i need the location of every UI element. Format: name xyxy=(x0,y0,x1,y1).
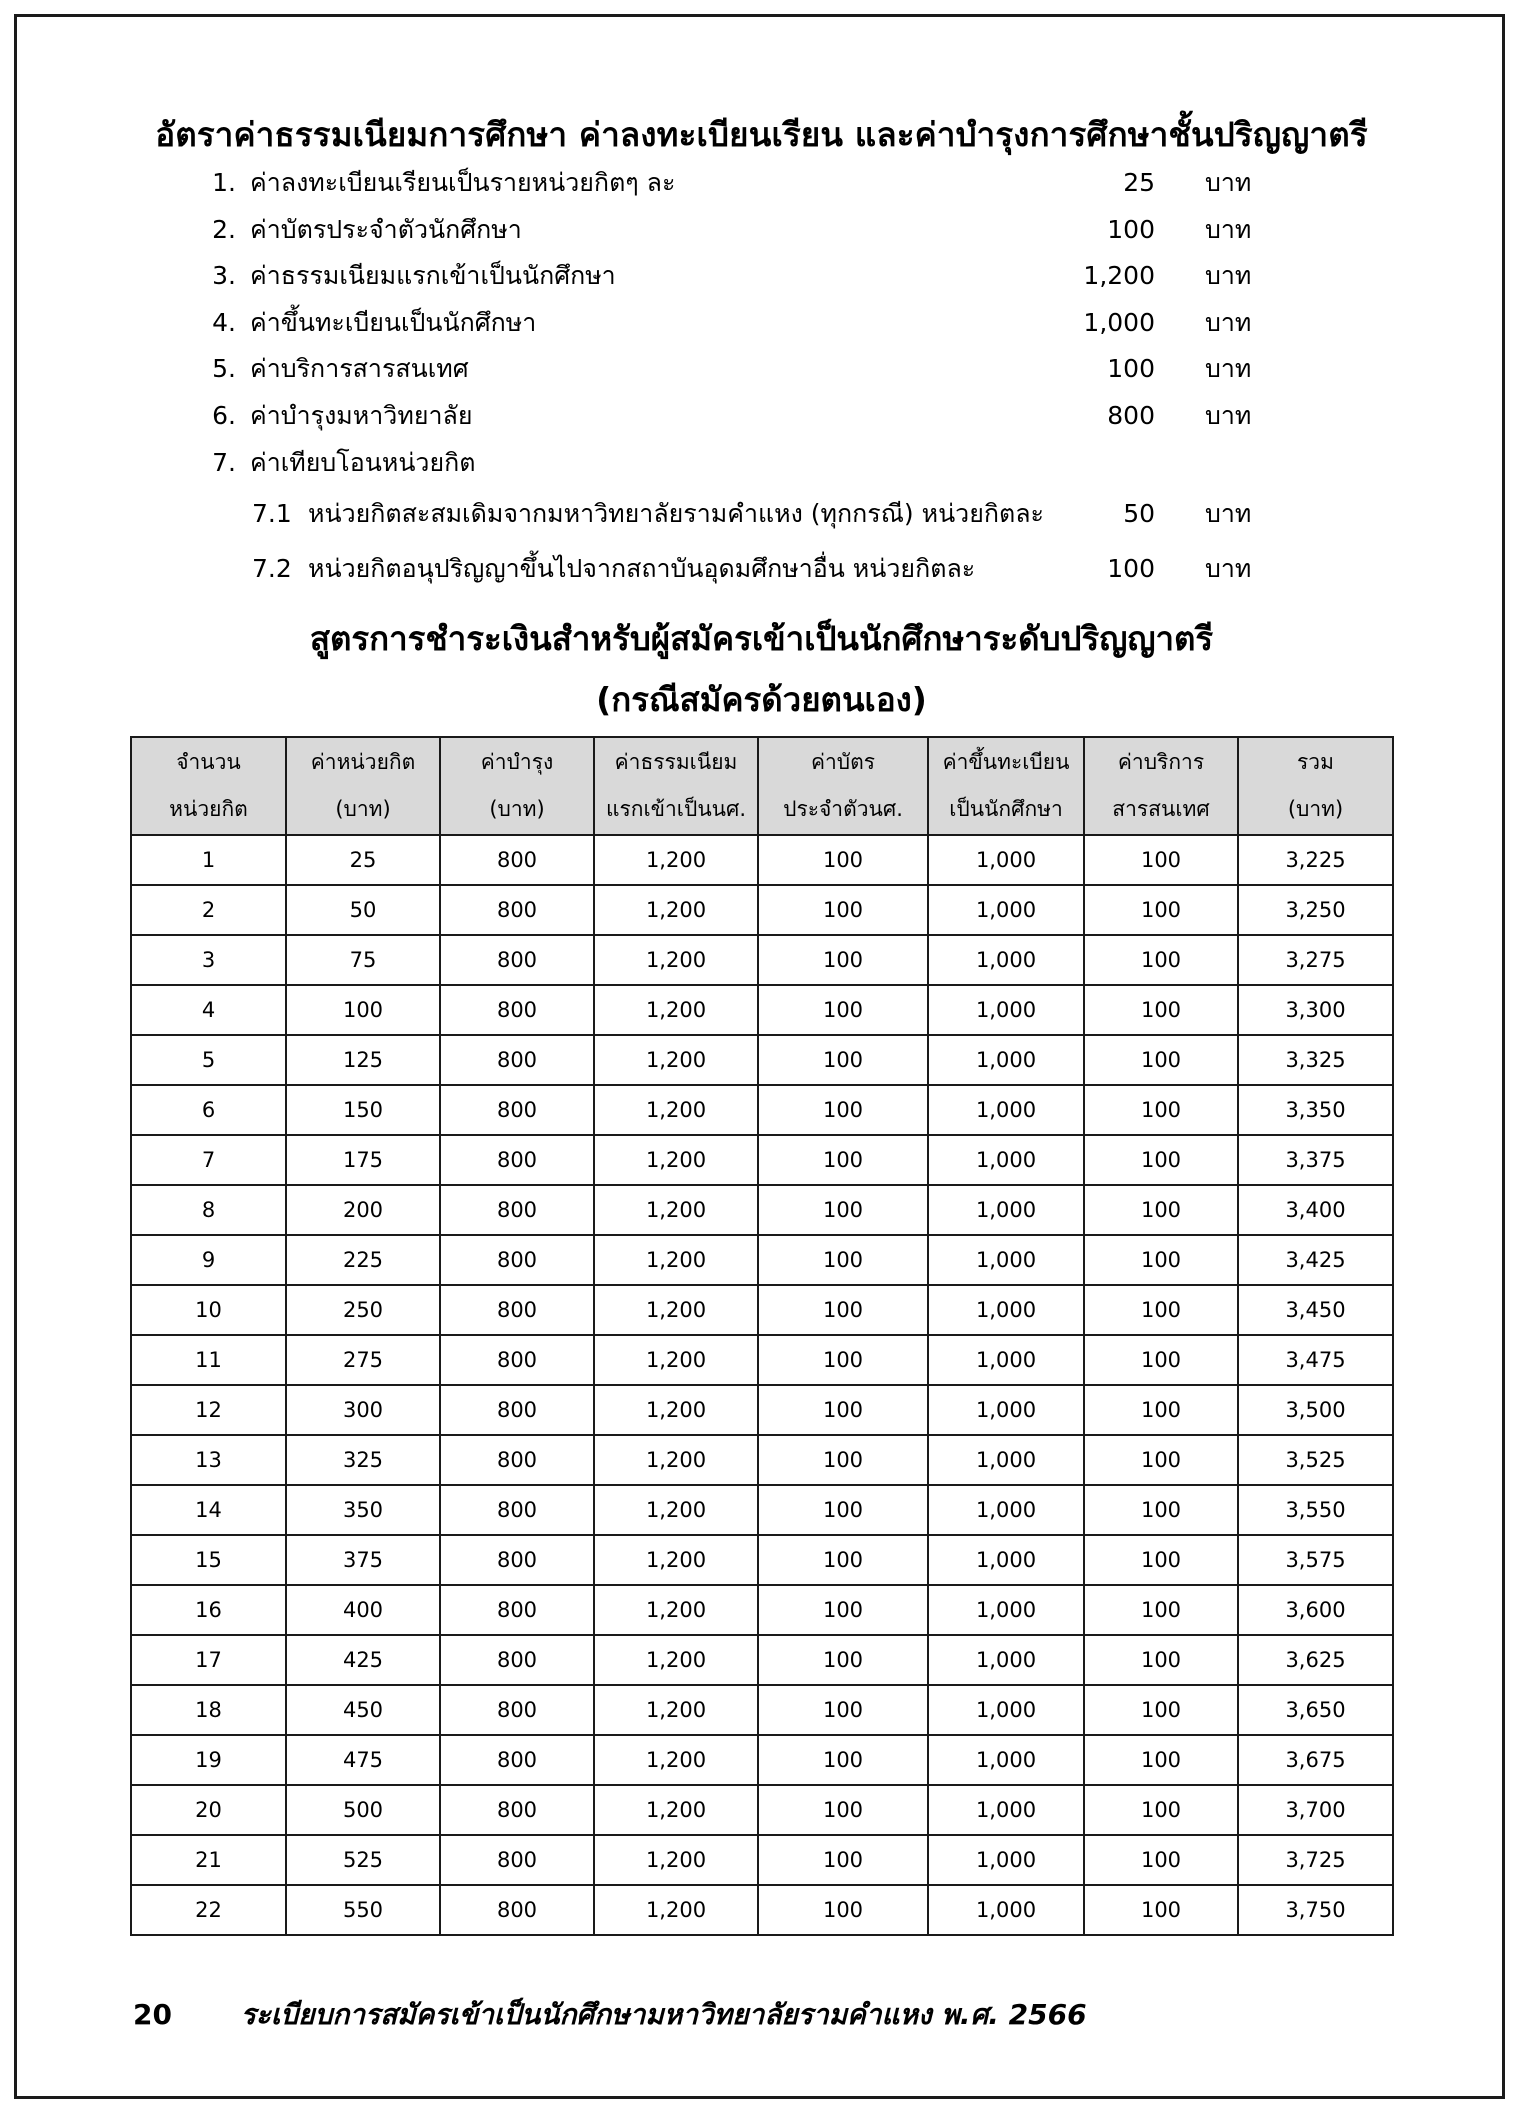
table-cell: 800 xyxy=(440,1485,594,1535)
table-cell: 1,000 xyxy=(928,1285,1084,1335)
table-cell: 800 xyxy=(440,985,594,1035)
table-cell: 100 xyxy=(758,885,928,935)
fee-sub-item-unit: บาท xyxy=(1205,499,1252,529)
table-cell: 1,000 xyxy=(928,1435,1084,1485)
fee-list xyxy=(200,160,1280,596)
table-cell: 175 xyxy=(286,1135,440,1185)
table-cell: 375 xyxy=(286,1535,440,1585)
table-cell: 100 xyxy=(758,1535,928,1585)
table-cell: 21 xyxy=(131,1835,286,1885)
table-cell: 10 xyxy=(131,1285,286,1335)
fee-sub-item-label: หน่วยกิตอนุปริญญาขึ้นไปจากสถาบันอุดมศึกษาอื่น หน่วยกิตละ xyxy=(308,554,976,584)
table-cell: 1,000 xyxy=(928,1385,1084,1435)
table-cell: 800 xyxy=(440,1135,594,1185)
table-cell: 100 xyxy=(1084,1235,1238,1285)
fee-item-amount: 1,000 xyxy=(1083,307,1155,337)
fee-item-label: ค่าเทียบโอนหน่วยกิต xyxy=(250,447,476,477)
table-cell: 4 xyxy=(131,985,286,1035)
table-cell: 100 xyxy=(758,1785,928,1835)
table-cell: 75 xyxy=(286,935,440,985)
table-cell: 100 xyxy=(1084,1435,1238,1485)
table-cell: 800 xyxy=(440,1435,594,1485)
fee-item-amount: 1,200 xyxy=(1083,261,1155,291)
table-cell: 1,000 xyxy=(928,1635,1084,1685)
column-header-line: ค่าบำรุง xyxy=(480,750,554,774)
table-row xyxy=(131,1185,1393,1235)
page-footer xyxy=(133,1993,1087,2037)
fee-item-number: 1. xyxy=(212,168,236,197)
table-cell: 800 xyxy=(440,1235,594,1285)
table-body xyxy=(131,835,1393,1935)
table-cell: 1,200 xyxy=(594,1835,758,1885)
table-row xyxy=(131,1735,1393,1785)
column-header-line: เป็นนักศึกษา xyxy=(949,797,1063,821)
table-cell: 800 xyxy=(440,835,594,885)
table-cell: 1 xyxy=(131,835,286,885)
table-cell: 100 xyxy=(758,1485,928,1535)
table-cell: 1,000 xyxy=(928,885,1084,935)
fee-item-label: ค่าลงทะเบียนเรียนเป็นรายหน่วยกิตๆ ละ xyxy=(250,168,676,197)
table-cell: 525 xyxy=(286,1835,440,1885)
table-row xyxy=(131,1435,1393,1485)
table-title: สูตรการชำระเงินสำหรับผู้สมัครเข้าเป็นนักศึกษาระดับปริญญาตรี xyxy=(309,619,1214,658)
fee-item-label: ค่าบำรุงมหาวิทยาลัย xyxy=(250,400,473,430)
column-header xyxy=(1238,737,1393,835)
fee-item-number: 7. xyxy=(212,447,236,477)
table-cell: 1,000 xyxy=(928,1735,1084,1785)
table-cell: 3,450 xyxy=(1238,1285,1393,1335)
table-cell: 7 xyxy=(131,1135,286,1185)
table-cell: 800 xyxy=(440,1835,594,1885)
table-cell: 3,625 xyxy=(1238,1635,1393,1685)
table-cell: 1,200 xyxy=(594,1785,758,1835)
column-header xyxy=(1084,737,1238,835)
table-cell: 1,200 xyxy=(594,1585,758,1635)
table-cell: 800 xyxy=(440,1285,594,1335)
table-cell: 1,200 xyxy=(594,1735,758,1785)
fee-item-unit: บาท xyxy=(1205,400,1252,430)
column-header-line: ค่าธรรมเนียม xyxy=(614,750,738,774)
table-row xyxy=(131,935,1393,985)
column-header-line: จำนวน xyxy=(176,750,241,774)
table-cell: 800 xyxy=(440,1785,594,1835)
fee-item-unit: บาท xyxy=(1205,354,1252,384)
table-cell: 100 xyxy=(1084,1835,1238,1885)
table-cell: 1,200 xyxy=(594,835,758,885)
table-cell: 100 xyxy=(1084,885,1238,935)
column-header xyxy=(928,737,1084,835)
column-header-line: ค่าบริการ xyxy=(1117,750,1205,774)
table-cell: 1,000 xyxy=(928,985,1084,1035)
table-cell: 100 xyxy=(758,1085,928,1135)
table-cell: 1,200 xyxy=(594,985,758,1035)
fee-item-label: ค่าบัตรประจำตัวนักศึกษา xyxy=(250,214,522,244)
table-cell: 100 xyxy=(1084,1785,1238,1835)
table-row xyxy=(131,1485,1393,1535)
table-cell: 150 xyxy=(286,1085,440,1135)
table-row xyxy=(131,835,1393,885)
column-header-line: รวม xyxy=(1297,750,1334,774)
fee-item xyxy=(200,253,1280,300)
fee-item-amount: 25 xyxy=(1123,168,1155,197)
table-cell: 3,750 xyxy=(1238,1885,1393,1935)
fee-item-unit: บาท xyxy=(1205,261,1252,291)
table-cell: 3,575 xyxy=(1238,1535,1393,1585)
table-cell: 100 xyxy=(1084,1485,1238,1535)
table-cell: 800 xyxy=(440,1335,594,1385)
column-header-line: ค่าขึ้นทะเบียน xyxy=(942,750,1070,774)
table-cell: 100 xyxy=(758,1185,928,1235)
table-cell: 12 xyxy=(131,1385,286,1435)
table-cell: 1,200 xyxy=(594,935,758,985)
table-cell: 100 xyxy=(758,985,928,1035)
table-header xyxy=(131,737,1393,835)
table-cell: 100 xyxy=(758,1635,928,1685)
table-cell: 450 xyxy=(286,1685,440,1735)
fee-sub-item-number: 7.1 xyxy=(252,499,292,529)
table-cell: 50 xyxy=(286,885,440,935)
table-cell: 3,350 xyxy=(1238,1085,1393,1135)
table-cell: 100 xyxy=(758,1385,928,1435)
table-cell: 475 xyxy=(286,1735,440,1785)
table-subtitle: (กรณีสมัครด้วยตนเอง) xyxy=(596,680,927,719)
fee-item-label: ค่าขึ้นทะเบียนเป็นนักศึกษา xyxy=(250,307,537,337)
table-cell: 100 xyxy=(758,1235,928,1285)
table-cell: 14 xyxy=(131,1485,286,1535)
column-header xyxy=(286,737,440,835)
table-cell: 100 xyxy=(758,1835,928,1885)
table-cell: 325 xyxy=(286,1435,440,1485)
table-cell: 550 xyxy=(286,1885,440,1935)
column-header xyxy=(440,737,594,835)
table-cell: 100 xyxy=(1084,1035,1238,1085)
table-cell: 100 xyxy=(1084,935,1238,985)
table-cell: 1,200 xyxy=(594,1385,758,1435)
table-cell: 1,000 xyxy=(928,1885,1084,1935)
fee-item-number: 3. xyxy=(212,261,236,291)
table-cell: 125 xyxy=(286,1035,440,1085)
table-cell: 800 xyxy=(440,1885,594,1935)
table-cell: 1,200 xyxy=(594,1135,758,1185)
fee-item-amount: 100 xyxy=(1107,214,1155,244)
table-cell: 17 xyxy=(131,1635,286,1685)
table-row xyxy=(131,1035,1393,1085)
table-cell: 20 xyxy=(131,1785,286,1835)
table-cell: 3,475 xyxy=(1238,1335,1393,1385)
table-cell: 225 xyxy=(286,1235,440,1285)
table-row xyxy=(131,1585,1393,1635)
table-cell: 1,200 xyxy=(594,1285,758,1335)
table-cell: 100 xyxy=(758,1735,928,1785)
table-cell: 800 xyxy=(440,1035,594,1085)
table-cell: 1,200 xyxy=(594,1085,758,1135)
table-cell: 3,525 xyxy=(1238,1435,1393,1485)
table-row xyxy=(131,985,1393,1035)
table-row xyxy=(131,1135,1393,1185)
table-cell: 100 xyxy=(1084,1685,1238,1735)
fee-sub-item xyxy=(200,541,1280,596)
table-cell: 18 xyxy=(131,1685,286,1735)
column-header-line: สารสนเทศ xyxy=(1112,797,1210,821)
footer-text: ระเบียบการสมัครเข้าเป็นนักศึกษามหาวิทยาลัยรามคำแหง พ.ศ. 2566 xyxy=(240,1998,1087,2031)
table-cell: 800 xyxy=(440,1385,594,1435)
table-row xyxy=(131,1085,1393,1135)
fee-sub-item-amount: 100 xyxy=(1107,554,1155,584)
table-cell: 800 xyxy=(440,1685,594,1735)
table-cell: 3,550 xyxy=(1238,1485,1393,1535)
table-cell: 1,000 xyxy=(928,835,1084,885)
fee-sub-item-label: หน่วยกิตสะสมเดิมจากมหาวิทยาลัยรามคำแหง (ทุกกรณี) หน่วยกิตละ xyxy=(308,499,1044,529)
table-cell: 6 xyxy=(131,1085,286,1135)
table-cell: 2 xyxy=(131,885,286,935)
table-cell: 425 xyxy=(286,1635,440,1685)
table-cell: 800 xyxy=(440,1635,594,1685)
table-cell: 1,200 xyxy=(594,1035,758,1085)
table-cell: 100 xyxy=(758,935,928,985)
table-cell: 1,000 xyxy=(928,1485,1084,1535)
table-row xyxy=(131,1535,1393,1585)
table-cell: 100 xyxy=(758,1585,928,1635)
table-cell: 400 xyxy=(286,1585,440,1635)
column-header xyxy=(758,737,928,835)
table-cell: 100 xyxy=(1084,835,1238,885)
table-cell: 22 xyxy=(131,1885,286,1935)
table-cell: 800 xyxy=(440,935,594,985)
table-row xyxy=(131,1335,1393,1385)
table-cell: 100 xyxy=(1084,1135,1238,1185)
table-row xyxy=(131,1235,1393,1285)
table-cell: 300 xyxy=(286,1385,440,1435)
fee-sub-item-number: 7.2 xyxy=(252,554,292,584)
table-cell: 1,000 xyxy=(928,1785,1084,1835)
page-number: 20 xyxy=(133,1998,172,2031)
fee-item-number: 5. xyxy=(212,354,236,384)
table-cell: 1,200 xyxy=(594,1685,758,1735)
table-cell: 19 xyxy=(131,1735,286,1785)
table-row xyxy=(131,1285,1393,1335)
table-cell: 9 xyxy=(131,1235,286,1285)
table-cell: 1,000 xyxy=(928,1685,1084,1735)
table-cell: 1,000 xyxy=(928,1085,1084,1135)
table-cell: 100 xyxy=(1084,1085,1238,1135)
table-cell: 1,000 xyxy=(928,1585,1084,1635)
table-cell: 3,300 xyxy=(1238,985,1393,1035)
table-cell: 350 xyxy=(286,1485,440,1535)
table-row xyxy=(131,1835,1393,1885)
table-cell: 100 xyxy=(758,1685,928,1735)
fee-item xyxy=(200,300,1280,347)
table-cell: 3,425 xyxy=(1238,1235,1393,1285)
column-header-line: ประจำตัวนศ. xyxy=(783,797,903,821)
fee-item-unit: บาท xyxy=(1205,168,1252,197)
table-cell: 100 xyxy=(1084,1635,1238,1685)
table-cell: 3,500 xyxy=(1238,1385,1393,1435)
fee-item-label: ค่าบริการสารสนเทศ xyxy=(250,354,469,384)
fee-item-label: ค่าธรรมเนียมแรกเข้าเป็นนักศึกษา xyxy=(250,261,616,291)
table-cell: 1,200 xyxy=(594,885,758,935)
table-cell: 1,200 xyxy=(594,1885,758,1935)
column-header xyxy=(594,737,758,835)
fee-item xyxy=(200,160,1280,207)
table-cell: 1,000 xyxy=(928,1235,1084,1285)
table-cell: 100 xyxy=(758,1335,928,1385)
table-cell: 8 xyxy=(131,1185,286,1235)
table-cell: 3,700 xyxy=(1238,1785,1393,1835)
fee-item xyxy=(200,440,1280,487)
table-cell: 3,375 xyxy=(1238,1135,1393,1185)
table-cell: 500 xyxy=(286,1785,440,1835)
payment-table xyxy=(130,736,1394,1936)
table-cell: 100 xyxy=(1084,1885,1238,1935)
column-header-line: แรกเข้าเป็นนศ. xyxy=(605,797,747,821)
fee-item-number: 4. xyxy=(212,307,236,337)
table-cell: 275 xyxy=(286,1335,440,1385)
table-row xyxy=(131,1885,1393,1935)
fee-item-number: 6. xyxy=(212,400,236,430)
fee-item-unit: บาท xyxy=(1205,214,1252,244)
page-title: อัตราค่าธรรมเนียมการศึกษา ค่าลงทะเบียนเรียน และค่าบำรุงการศึกษาชั้นปริญญาตรี xyxy=(155,115,1368,154)
table-cell: 100 xyxy=(1084,985,1238,1035)
table-cell: 1,000 xyxy=(928,1535,1084,1585)
column-header-line: หน่วยกิต xyxy=(169,797,248,821)
fee-item xyxy=(200,393,1280,440)
table-cell: 1,000 xyxy=(928,1135,1084,1185)
table-cell: 100 xyxy=(1084,1385,1238,1435)
column-header xyxy=(131,737,286,835)
table-cell: 3,400 xyxy=(1238,1185,1393,1235)
table-cell: 1,000 xyxy=(928,1835,1084,1885)
fee-sub-item-amount: 50 xyxy=(1123,499,1155,529)
table-cell: 100 xyxy=(758,1035,928,1085)
table-row xyxy=(131,1785,1393,1835)
fee-item-amount: 800 xyxy=(1107,400,1155,430)
table-cell: 1,000 xyxy=(928,1335,1084,1385)
table-cell: 1,200 xyxy=(594,1535,758,1585)
table-cell: 100 xyxy=(1084,1735,1238,1785)
table-cell: 100 xyxy=(1084,1285,1238,1335)
table-cell: 1,200 xyxy=(594,1435,758,1485)
table-cell: 800 xyxy=(440,1085,594,1135)
table-cell: 100 xyxy=(1084,1585,1238,1635)
table-cell: 1,000 xyxy=(928,1035,1084,1085)
table-cell: 1,200 xyxy=(594,1485,758,1535)
table-cell: 13 xyxy=(131,1435,286,1485)
table-cell: 100 xyxy=(758,1135,928,1185)
table-cell: 3,650 xyxy=(1238,1685,1393,1735)
table-cell: 100 xyxy=(758,1435,928,1485)
table-cell: 3,275 xyxy=(1238,935,1393,985)
table-cell: 3,725 xyxy=(1238,1835,1393,1885)
table-cell: 11 xyxy=(131,1335,286,1385)
column-header-line: (บาท) xyxy=(1287,797,1344,821)
table-cell: 1,200 xyxy=(594,1185,758,1235)
table-cell: 1,200 xyxy=(594,1335,758,1385)
table-cell: 3,250 xyxy=(1238,885,1393,935)
fee-sub-item xyxy=(200,486,1280,541)
fee-item-unit: บาท xyxy=(1205,307,1252,337)
table-cell: 800 xyxy=(440,1735,594,1785)
fee-item-number: 2. xyxy=(212,214,236,244)
table-cell: 5 xyxy=(131,1035,286,1085)
table-cell: 100 xyxy=(286,985,440,1035)
table-row xyxy=(131,1685,1393,1735)
table-cell: 1,000 xyxy=(928,935,1084,985)
table-cell: 100 xyxy=(758,835,928,885)
table-cell: 200 xyxy=(286,1185,440,1235)
table-cell: 100 xyxy=(1084,1185,1238,1235)
table-cell: 800 xyxy=(440,885,594,935)
table-cell: 800 xyxy=(440,1535,594,1585)
table-row xyxy=(131,1635,1393,1685)
fee-item xyxy=(200,207,1280,254)
table-cell: 15 xyxy=(131,1535,286,1585)
table-cell: 16 xyxy=(131,1585,286,1635)
table-cell: 25 xyxy=(286,835,440,885)
table-cell: 3,325 xyxy=(1238,1035,1393,1085)
table-cell: 800 xyxy=(440,1585,594,1635)
column-header-line: (บาท) xyxy=(489,797,545,821)
table-cell: 1,200 xyxy=(594,1635,758,1685)
table-cell: 1,200 xyxy=(594,1235,758,1285)
fee-sub-item-unit: บาท xyxy=(1205,554,1252,584)
column-header-line: (บาท) xyxy=(335,797,391,821)
table-cell: 100 xyxy=(1084,1535,1238,1585)
table-cell: 3,600 xyxy=(1238,1585,1393,1635)
table-header-row xyxy=(131,737,1393,835)
table-cell: 3 xyxy=(131,935,286,985)
table-cell: 3,225 xyxy=(1238,835,1393,885)
table-row xyxy=(131,885,1393,935)
column-header-line: ค่าหน่วยกิต xyxy=(310,750,416,774)
table-cell: 250 xyxy=(286,1285,440,1335)
fee-item xyxy=(200,346,1280,393)
column-header-line: ค่าบัตร xyxy=(810,750,876,774)
table-cell: 100 xyxy=(758,1285,928,1335)
table-cell: 1,000 xyxy=(928,1185,1084,1235)
fee-item-amount: 100 xyxy=(1107,354,1155,384)
table-cell: 800 xyxy=(440,1185,594,1235)
table-cell: 100 xyxy=(1084,1335,1238,1385)
table-cell: 3,675 xyxy=(1238,1735,1393,1785)
table-row xyxy=(131,1385,1393,1435)
table-cell: 100 xyxy=(758,1885,928,1935)
